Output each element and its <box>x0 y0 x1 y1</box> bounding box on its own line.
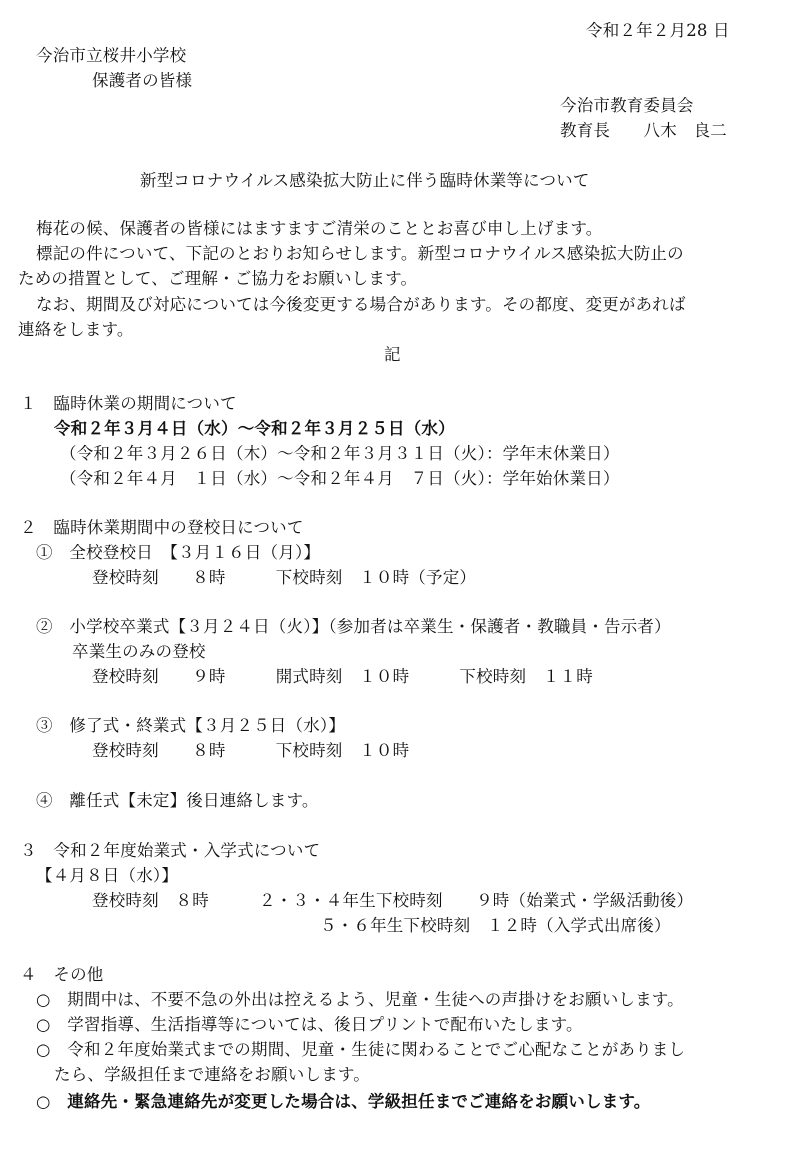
document-title: 新型コロナウイルス感染拡大防止に伴う臨時休業等について <box>140 171 590 190</box>
ceremony-date: 【４月８日（水）】 <box>36 866 179 885</box>
other-item-1: ○ 期間中は、不要不急の外出は控えるよう、児童・生徒への声掛けをお願いします。 <box>36 990 684 1009</box>
school-day-item-1-time: 登校時刻 ８時 下校時刻 １０時（予定） <box>92 568 477 587</box>
other-item-3: ○ 令和２年度始業式までの期間、児童・生徒に関わることでご心配なことがありまし <box>36 1040 686 1059</box>
school-day-item-1: ① 全校登校日 【３月１６日（月）】 <box>36 543 321 562</box>
school-day-item-4: ④ 離任式【未定】後日連絡します。 <box>36 791 319 810</box>
section1-heading: １ 臨時休業の期間について <box>20 394 237 413</box>
ki-heading: 記 <box>384 345 401 364</box>
closure-note-2: （令和２年４月 １日（水）～令和２年４月 ７日（火）：学年始休業日） <box>60 469 620 488</box>
sender-name: 教育長 八木 良二 <box>560 121 727 140</box>
intro-line-5: 連絡をします。 <box>18 320 134 339</box>
closure-period: 令和２年３月４日（水）～令和２年３月２５日（水） <box>54 419 455 438</box>
intro-line-1: 梅花の候、保護者の皆様にはますますご清栄のこととお喜び申し上げます。 <box>36 219 603 238</box>
closure-note-1: （令和２年３月２６日（木）～令和２年３月３１日（火）：学年末休業日） <box>60 444 620 463</box>
school-name: 今治市立桜井小学校 <box>36 46 187 65</box>
intro-line-4: なお、期間及び対応については今後変更する場合があります。その都度、変更があれば <box>36 295 686 314</box>
date: 令和２年２月28 日 <box>586 21 730 40</box>
section4-heading: ４ その他 <box>20 965 104 984</box>
ceremony-line-2: ５・６年生下校時刻 １２時（入学式出席後） <box>320 916 671 935</box>
school-day-item-3: ③ 修了式・終業式【３月２５日（水）】 <box>36 716 346 735</box>
other-item-3-cont: たら、学級担任まで連絡をお願いします。 <box>54 1065 370 1084</box>
ceremony-line-1: 登校時刻 ８時 ２・３・４年生下校時刻 ９時（始業式・学級活動後） <box>92 891 694 910</box>
school-day-item-2-time: 登校時刻 ９時 開式時刻 １０時 下校時刻 １１時 <box>92 667 593 686</box>
intro-line-2: 標記の件について、下記のとおりお知らせします。新型コロナウイルス感染拡大防止の <box>36 244 684 263</box>
school-day-item-3-time: 登校時刻 ８時 下校時刻 １０時 <box>92 741 410 760</box>
sender-org: 今治市教育委員会 <box>560 96 694 115</box>
other-item-2: ○ 学習指導、生活指導等については、後日プリントで配布いたします。 <box>36 1015 583 1034</box>
recipient: 保護者の皆様 <box>92 71 193 90</box>
other-item-emphasis: ○ 連絡先・緊急連絡先が変更した場合は、学級担任までご連絡をお願いします。 <box>36 1092 651 1111</box>
section2-heading: ２ 臨時休業期間中の登校日について <box>20 518 304 537</box>
school-day-item-2: ② 小学校卒業式【３月２４日（火）】（参加者は卒業生・保護者・教職員・告示者） <box>36 617 671 636</box>
section3-heading: ３ 令和２年度始業式・入学式について <box>20 841 321 860</box>
school-day-item-2-sub: 卒業生のみの登校 <box>72 642 206 661</box>
intro-line-3: ための措置として、ご理解・ご協力をお願いします。 <box>18 269 418 288</box>
